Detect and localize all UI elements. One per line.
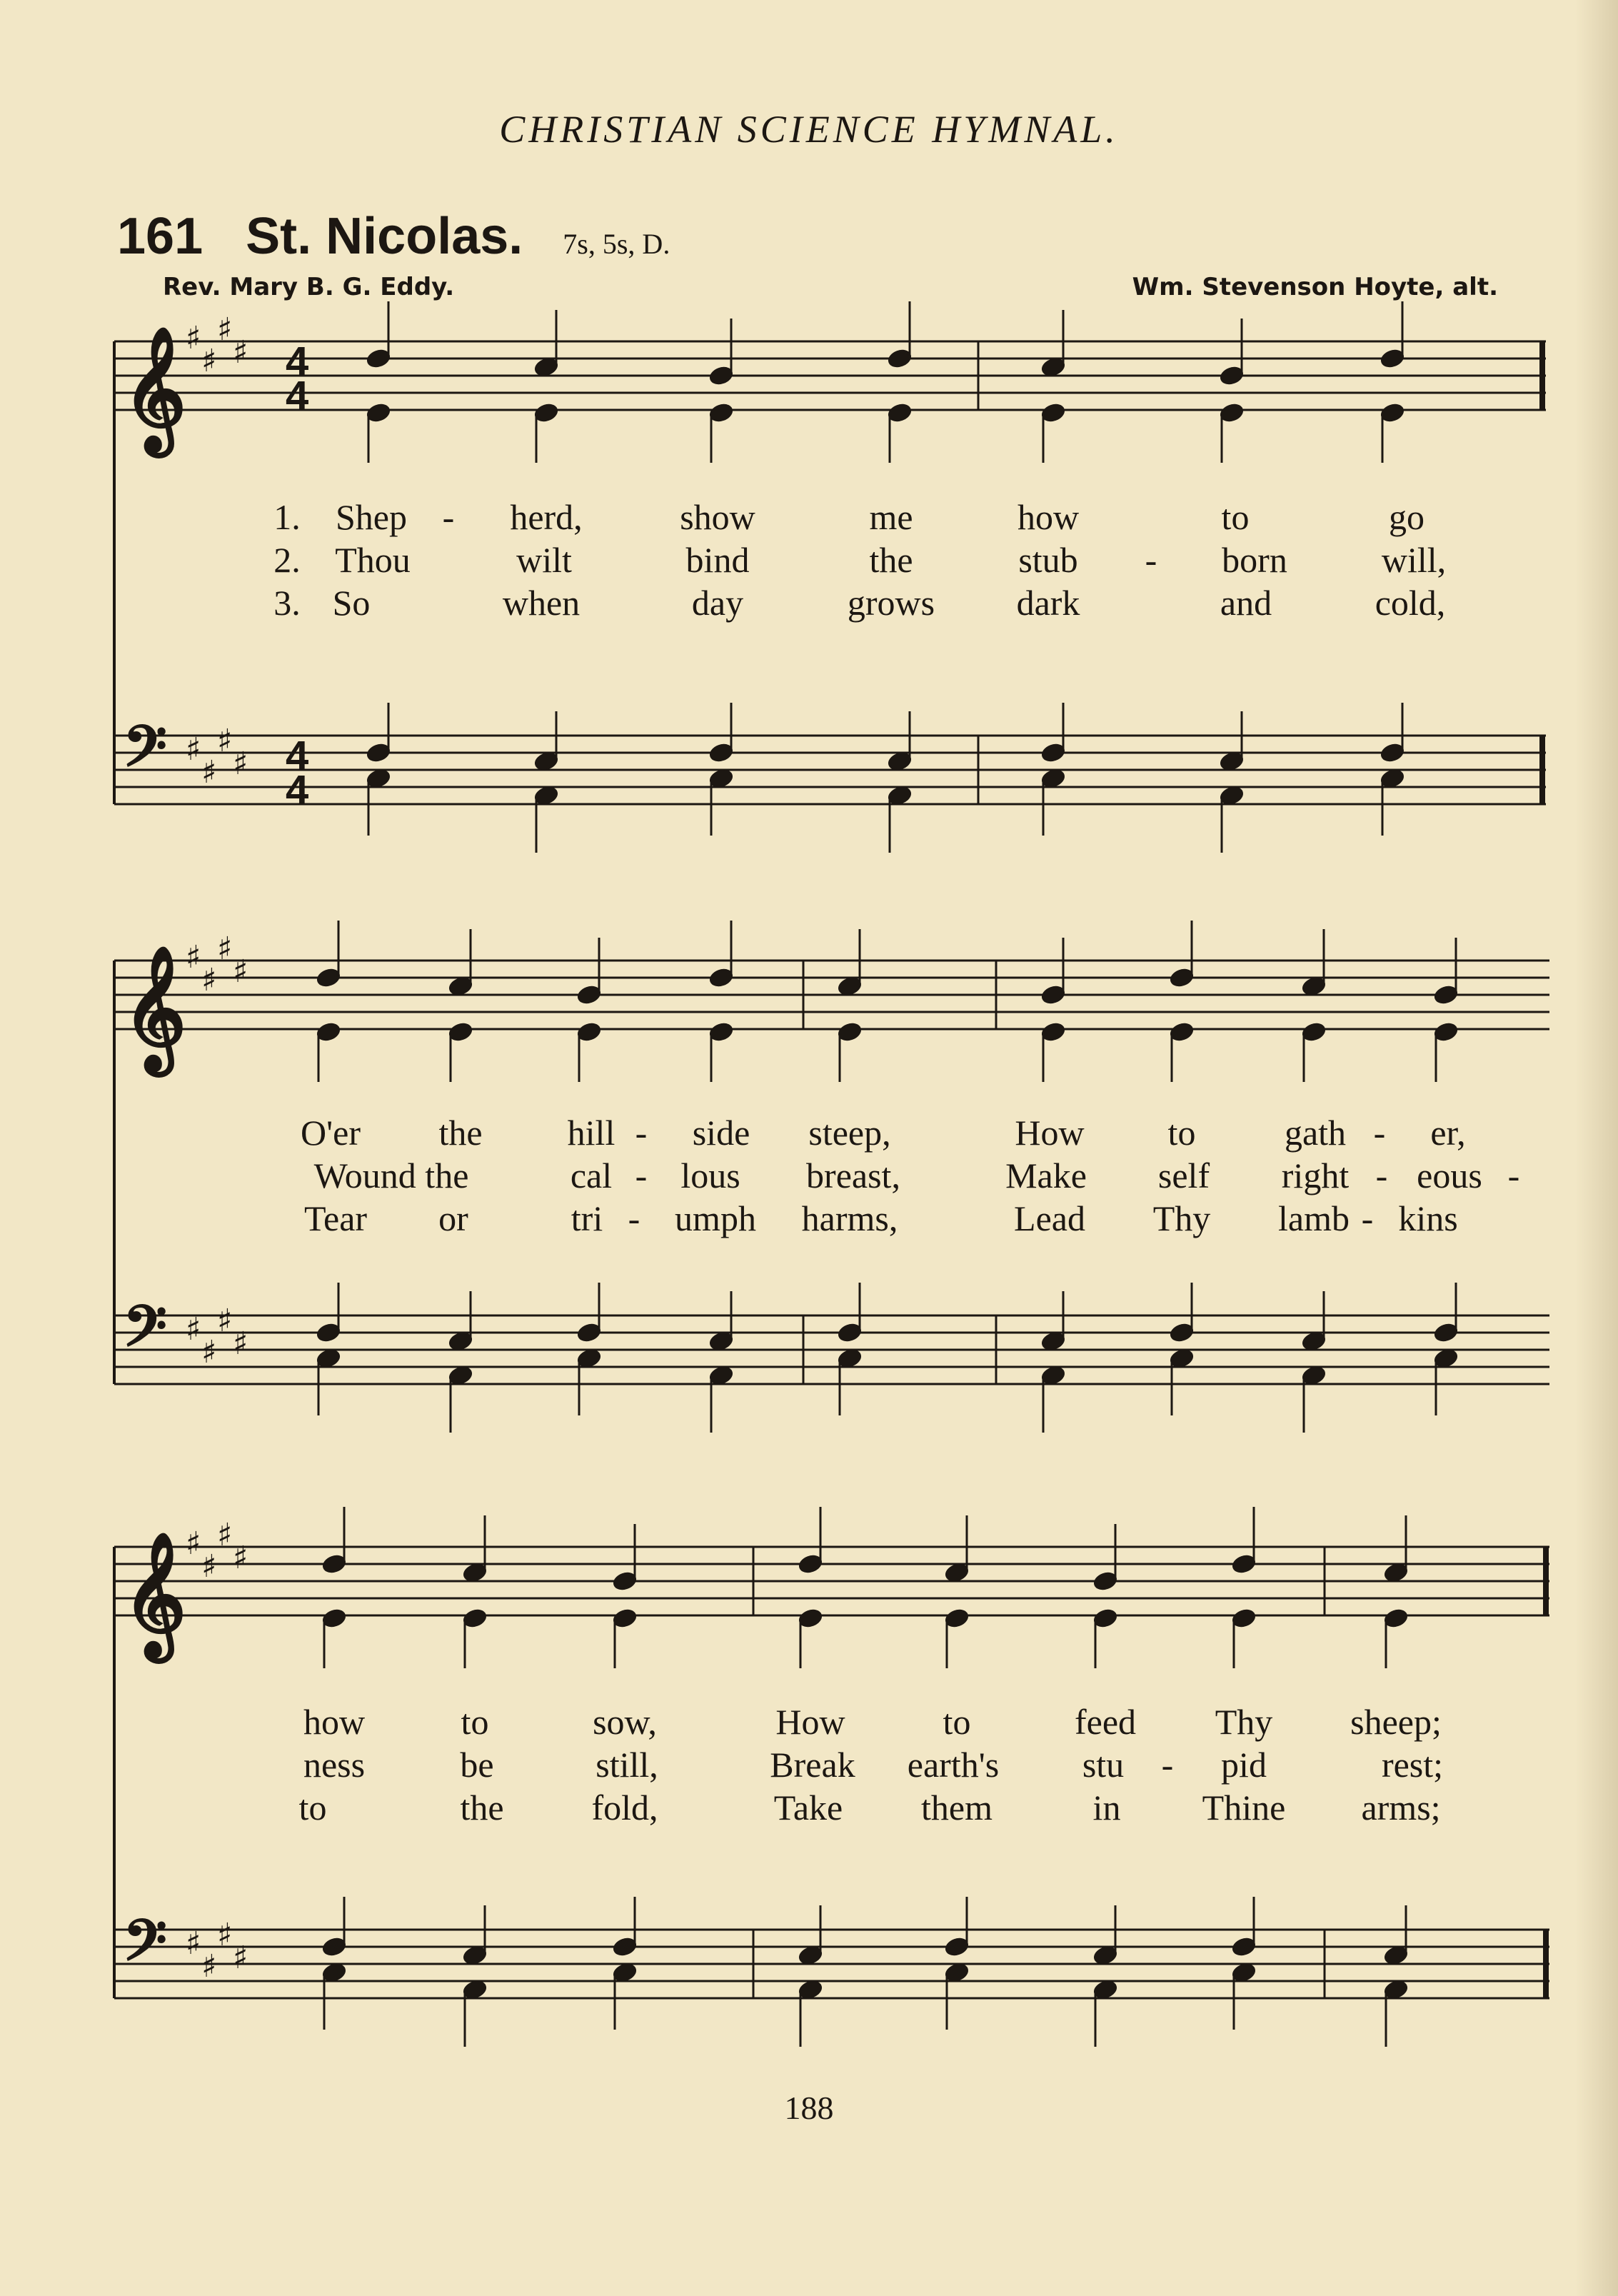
key-signature-sharp: ♯ [233,746,248,782]
lyric-hyphen: - [1361,1198,1374,1238]
lyric-syllable: grows [847,583,935,623]
key-signature-sharp: ♯ [201,1334,217,1370]
lyric-hyphen: - [628,1198,640,1238]
lyric-syllable: Make [1005,1155,1087,1195]
lyric-verse-number: 1. [273,497,301,537]
lyric-syllable: umph [675,1198,756,1238]
tune-name: St. Nicolas. [246,208,523,265]
lyric-syllable: and [1220,583,1272,623]
lyric-syllable: How [1015,1113,1085,1153]
lyric-syllable: ness [303,1745,366,1785]
lyric-syllable: still, [596,1745,658,1785]
lyric-syllable: self [1157,1155,1210,1195]
lyric-syllable: wilt [516,540,572,580]
lyric-syllable: Thine [1202,1788,1286,1828]
key-signature-sharp: ♯ [217,311,233,348]
key-signature-sharp: ♯ [217,723,233,759]
time-signature: 4 [286,733,309,779]
lyric-syllable: to [1167,1113,1196,1153]
key-signature-sharp: ♯ [201,343,217,379]
lyric-hyphen: - [635,1155,648,1195]
lyric-verse-number: 3. [273,583,301,623]
lyric-syllable: steep, [808,1113,891,1153]
key-signature-sharp: ♯ [186,320,201,356]
lyric-syllable: will, [1381,540,1447,580]
lyric-hyphen: - [1161,1745,1174,1785]
lyric-syllable: gath [1284,1113,1347,1153]
running-head: CHRISTIAN SCIENCE HYMNAL. [499,108,1119,151]
lyric-syllable: tri [571,1198,603,1238]
key-signature-sharp: ♯ [201,962,217,998]
lyric-hyphen: - [1373,1113,1386,1153]
lyric-hyphen: - [1375,1155,1388,1195]
lyric-syllable: rest; [1381,1745,1444,1785]
hymn-meter: 7s, 5s, D. [563,228,670,260]
key-signature-sharp: ♯ [186,939,201,976]
bass-clef-icon: 𝄢 [123,1293,167,1373]
lyric-syllable: or [438,1198,468,1238]
lyric-syllable: Thy [1215,1702,1273,1742]
lyric-syllable: born [1222,540,1287,580]
key-signature-sharp: ♯ [201,1548,217,1585]
lyric-syllable: Take [773,1788,843,1828]
key-signature-sharp: ♯ [233,1540,248,1576]
lyric-syllable: to [298,1788,327,1828]
key-signature-sharp: ♯ [217,1517,233,1553]
lyric-syllable: how [303,1702,366,1742]
lyric-syllable: Shep [336,497,407,537]
lyric-syllable: Tear [303,1198,368,1238]
lyric-syllable: stub [1018,540,1078,580]
lyric-syllable: cold, [1375,583,1446,623]
lyric-syllable: bind [685,540,750,580]
lyric-hyphen: - [442,497,455,537]
lyric-syllable: herd, [510,497,583,537]
lyric-syllable: O'er [301,1113,361,1153]
lyric-syllable: sow, [593,1702,657,1742]
lyric-syllable: fold, [591,1788,658,1828]
lyric-syllable: lamb [1278,1198,1350,1238]
lyric-syllable: stu [1082,1745,1125,1785]
page-number: 188 [784,2090,834,2126]
key-signature-sharp: ♯ [186,1925,201,1962]
time-signature: 4 [286,339,309,385]
key-signature-sharp: ♯ [186,1525,201,1562]
lyric-syllable: Lead [1014,1198,1085,1238]
lyric-syllable: eous [1417,1155,1482,1195]
key-signature-sharp: ♯ [217,1303,233,1339]
lyric-syllable: harms, [801,1198,898,1238]
lyric-syllable: to [1221,497,1250,537]
lyric-syllable: hill [567,1113,615,1153]
key-signature-sharp: ♯ [201,754,217,791]
lyric-syllable: right [1281,1155,1350,1195]
author-credit: Rev. Mary B. G. Eddy. [163,273,455,301]
lyric-syllable: to [943,1702,971,1742]
key-signature-sharp: ♯ [201,1948,217,1985]
lyric-hyphen: - [1145,540,1157,580]
time-signature: 4 [286,373,309,419]
lyric-syllable: the [869,540,913,580]
key-signature-sharp: ♯ [233,334,248,371]
lyric-syllable: them [921,1788,993,1828]
lyric-syllable: the [460,1788,504,1828]
bass-clef-icon: 𝄢 [123,1908,167,1987]
key-signature-sharp: ♯ [233,953,248,990]
lyric-syllable: when [502,583,581,623]
lyric-hyphen: - [1507,1155,1520,1195]
key-signature-sharp: ♯ [233,1940,248,1976]
key-signature-sharp: ♯ [217,1917,233,1953]
key-signature-sharp: ♯ [217,931,233,967]
lyric-syllable: be [460,1745,494,1785]
bass-clef-icon: 𝄢 [123,713,167,793]
lyric-syllable: day [691,583,744,623]
lyric-syllable: me [869,497,913,537]
time-signature: 4 [286,767,309,813]
lyric-syllable: How [775,1702,845,1742]
lyric-syllable: lous [680,1155,740,1195]
lyric-syllable: cal [570,1155,613,1195]
lyric-syllable: er, [1430,1113,1466,1153]
treble-clef-icon: 𝄞 [123,946,186,1071]
composer-credit: Wm. Stevenson Hoyte, alt. [1132,273,1498,301]
lyric-syllable: So [332,583,371,623]
lyric-syllable: how [1017,497,1080,537]
lyric-syllable: kins [1398,1198,1458,1238]
lyric-syllable: Wound the [313,1155,469,1195]
lyric-verse-number: 2. [273,540,301,580]
lyric-syllable: Thou [335,540,411,580]
lyric-syllable: earth's [907,1745,1000,1785]
lyric-syllable: dark [1016,583,1080,623]
key-signature-sharp: ♯ [233,1325,248,1362]
lyric-syllable: sheep; [1350,1702,1442,1742]
lyric-syllable: arms; [1361,1788,1441,1828]
lyric-syllable: show [680,497,755,537]
lyric-hyphen: - [635,1113,648,1153]
lyric-syllable: Thy [1152,1198,1211,1238]
treble-clef-icon: 𝄞 [123,327,186,451]
lyric-syllable: breast, [806,1155,900,1195]
hymn-number: 161 [117,208,203,265]
lyric-syllable: side [692,1113,750,1153]
lyric-syllable: go [1389,497,1424,537]
lyric-syllable: in [1092,1788,1121,1828]
lyric-syllable: feed [1074,1702,1137,1742]
lyric-syllable: the [438,1113,483,1153]
key-signature-sharp: ♯ [186,1311,201,1348]
treble-clef-icon: 𝄞 [123,1533,186,1657]
lyric-syllable: to [461,1702,489,1742]
lyric-syllable: Break [770,1745,855,1785]
key-signature-sharp: ♯ [186,731,201,768]
lyric-syllable: pid [1221,1745,1267,1785]
